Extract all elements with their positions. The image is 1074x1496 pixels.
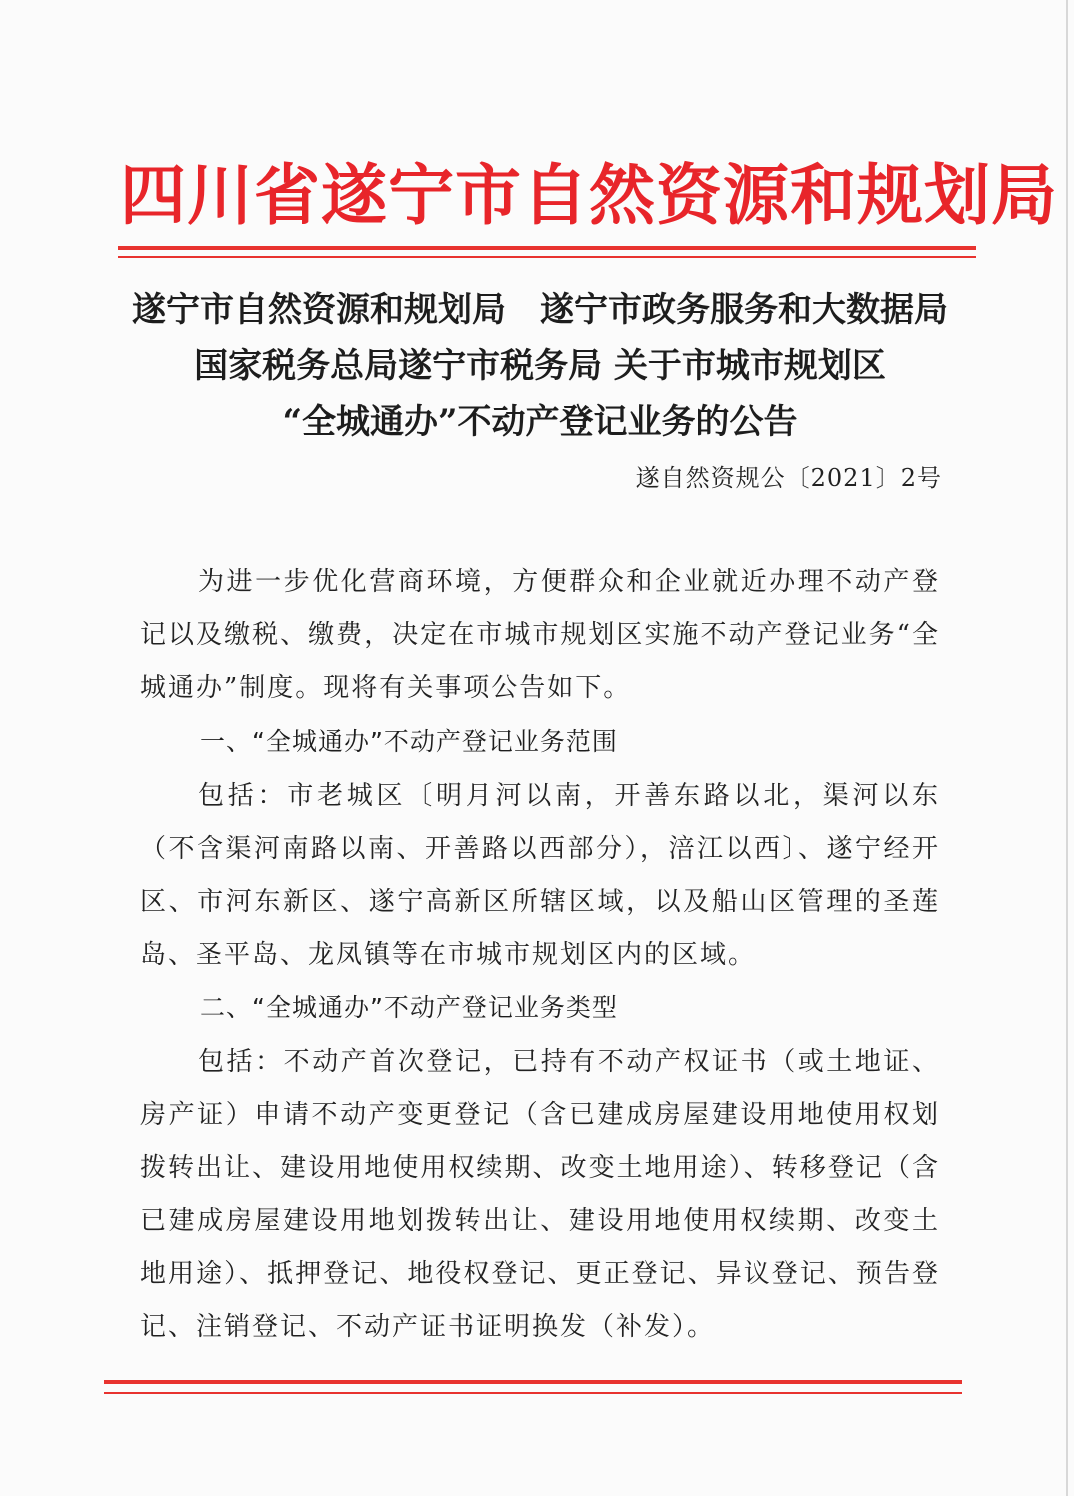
masthead-org-name: 四川省遂宁市自然资源和规划局 [120, 156, 1058, 234]
footer-red-rule-thin [104, 1392, 962, 1394]
section-2-heading: 二、“全城通办”不动产登记业务类型 [200, 993, 618, 1022]
title-line-2: 国家税务总局遂宁市税务局 关于市城市规划区 [194, 346, 886, 386]
masthead-red-rule-thin [118, 256, 976, 258]
section-1-heading: 一、“全城通办”不动产登记业务范围 [200, 727, 618, 756]
title-line-3: “全城通办”不动产登记业务的公告 [282, 402, 798, 442]
title-line-1: 遂宁市自然资源和规划局 遂宁市政务服务和大数据局 [132, 290, 948, 330]
intro-paragraph: 为进一步优化营商环境，方便群众和企业就近办理不动产登记以及缴税、缴费，决定在市城市规划区实施不动产登记业务“全城通办”制度。现将有关事项公告如下。 [140, 567, 940, 703]
section-2-text: 包括：不动产首次登记，已持有不动产权证书（或土地证、房产证）申请不动产变更登记（含已建成房屋建设用地使用权划拨转出让、建设用地使用权续期、改变土地用途）、转移登记（含已建成房屋建设用地划拨转出让、建设用地使用权续期、改变土地用途）、抵押登记、地役权登记、更正登记、异议登记、预告登记、注销登记、不动产证书证明换发（补发）。 [140, 1047, 940, 1342]
footer-red-rule [104, 1380, 962, 1384]
document-title [120, 282, 960, 450]
page-edge [1066, 0, 1068, 1496]
masthead-red-rule [118, 246, 976, 250]
document-number: 遂自然资规公〔2021〕2号 [635, 464, 942, 492]
section-1-text: 包括：市老城区〔明月河以南，开善东路以北，渠河以东（不含渠河南路以南、开善路以西部分），涪江以西〕、遂宁经开区、市河东新区、遂宁高新区所辖区域，以及船山区管理的圣莲岛、圣平岛、龙凤镇等在市城市规划区内的区域。 [140, 781, 940, 970]
